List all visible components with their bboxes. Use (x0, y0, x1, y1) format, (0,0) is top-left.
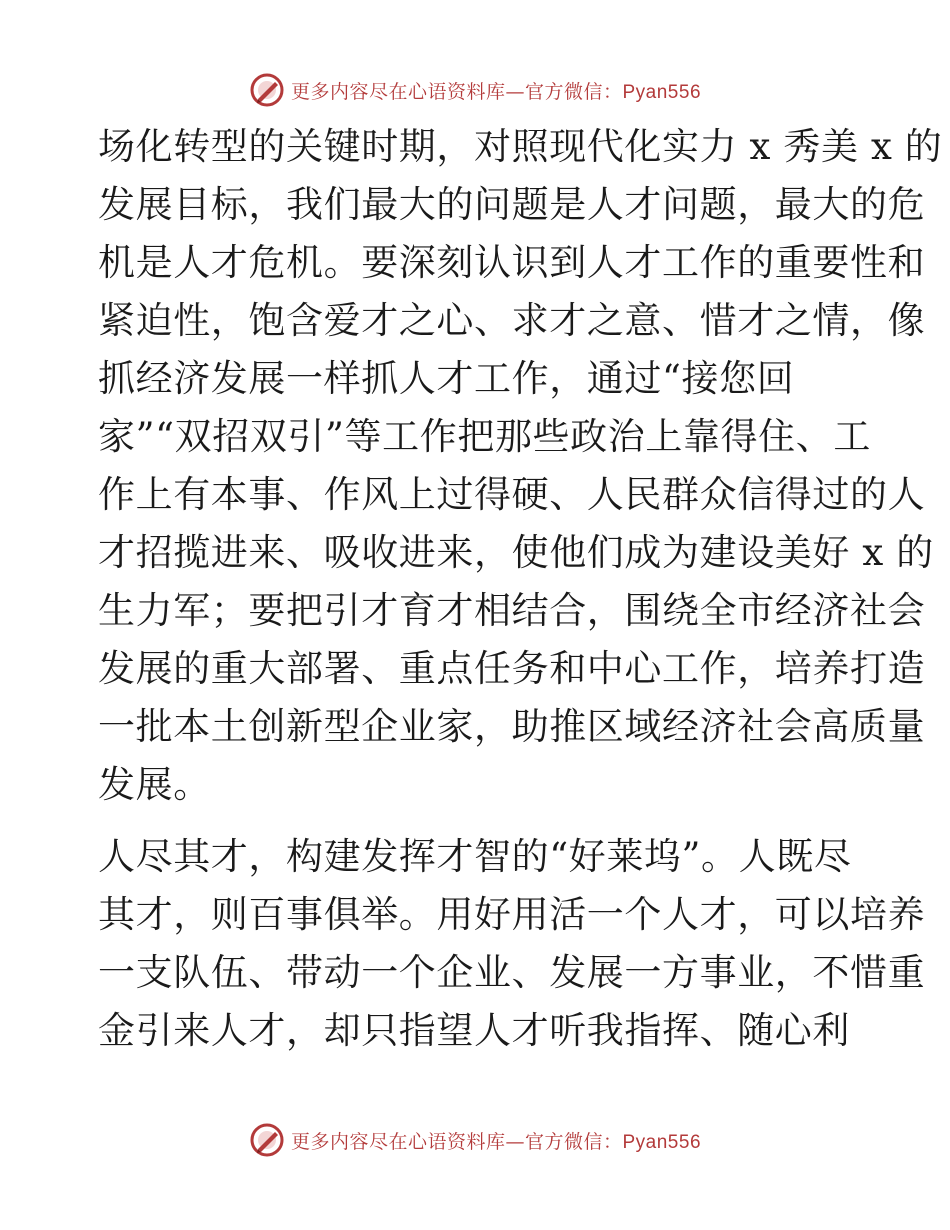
paragraph-spacer (98, 814, 858, 828)
text-line: 家”“双招双引”等工作把那些政治上靠得住、工 (98, 415, 871, 458)
text-line: 才招揽进来、吸收进来，使他们成为建设美好 x 的 (98, 531, 934, 574)
text-line: 场化转型的关键时期，对照现代化实力 x 秀美 x 的 (98, 125, 943, 168)
text-line: 一支队伍、带动一个企业、发展一方事业，不惜重 (98, 951, 926, 994)
text-line: 抓经济发展一样抓人才工作，通过“接您回 (98, 357, 795, 400)
text-line: 发展。 (98, 763, 211, 806)
text-line: 一批本土创新型企业家，助推区域经济社会高质量 (98, 705, 926, 748)
text-line: 作上有本事、作风上过得硬、人民群众信得过的人 (98, 473, 926, 516)
text-line: 其才，则百事俱举。用好用活一个人才，可以培养 (98, 893, 926, 936)
watermark-text: 更多内容尽在心语资料库—官方微信：Pyan556 (290, 1130, 702, 1153)
pen-logo-icon (249, 1122, 285, 1158)
document-body (98, 118, 943, 1060)
text-line: 生力军；要把引才育才相结合，围绕全市经济社会 (98, 589, 926, 632)
text-line: 发展目标，我们最大的问题是人才问题，最大的危 (98, 183, 926, 226)
footer-watermark (0, 1120, 950, 1160)
text-line: 发展的重大部署、重点任务和中心工作，培养打造 (98, 647, 926, 690)
text-line: 金引来人才，却只指望人才听我指挥、随心利 (98, 1009, 850, 1052)
text-line: 紧迫性，饱含爱才之心、求才之意、惜才之情，像 (98, 299, 926, 342)
watermark-text: 更多内容尽在心语资料库—官方微信：Pyan556 (290, 80, 702, 103)
text-line: 人尽其才，构建发挥才智的“好莱坞”。人既尽 (98, 835, 852, 878)
paragraph-2 (98, 828, 926, 1060)
header-watermark (0, 70, 950, 110)
paragraph-1 (98, 118, 943, 814)
text-line: 机是人才危机。要深刻认识到人才工作的重要性和 (98, 241, 926, 284)
pen-logo-icon (249, 72, 285, 108)
